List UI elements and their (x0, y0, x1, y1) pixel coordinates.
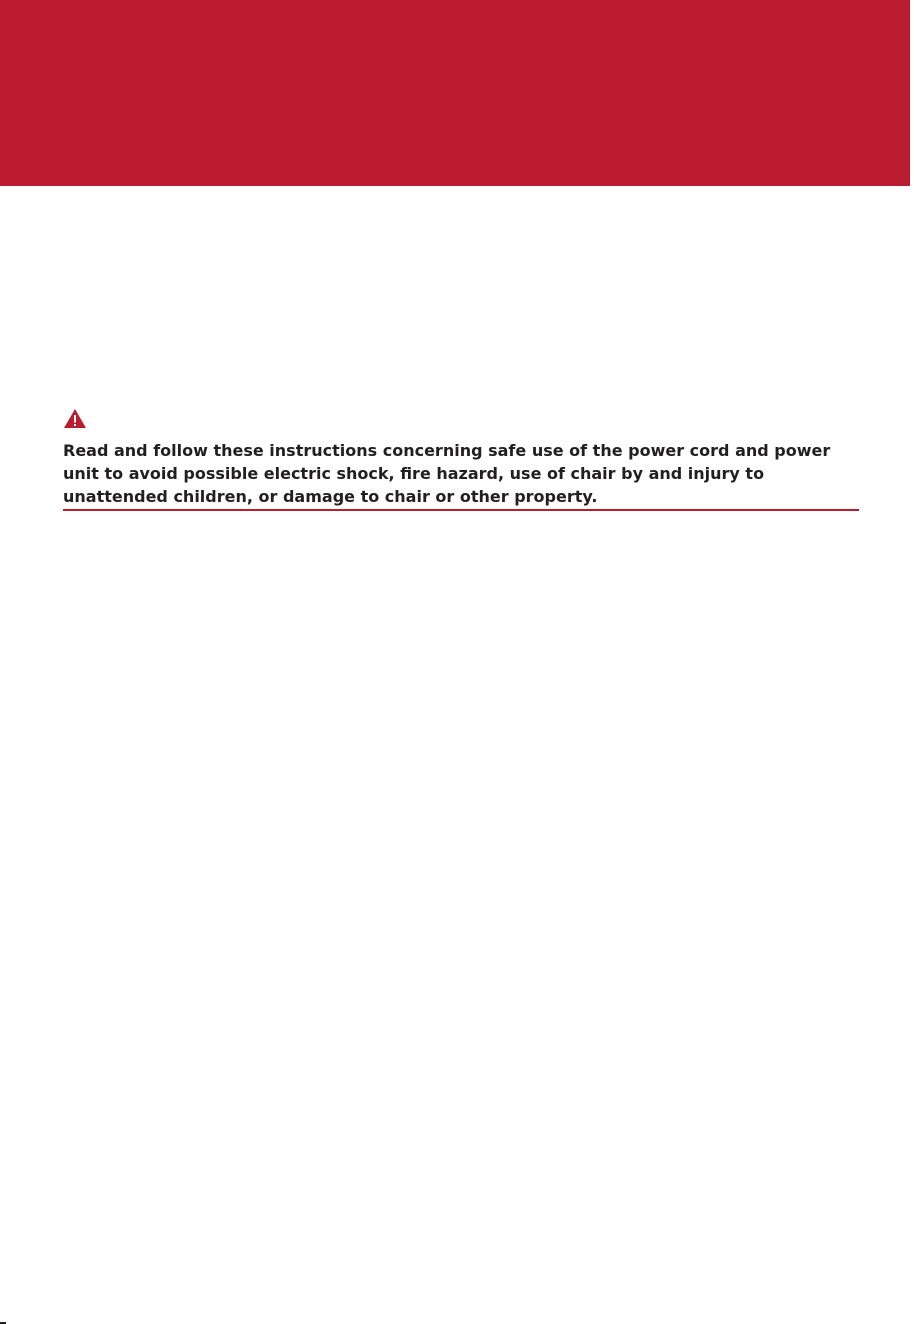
warning-divider (63, 509, 859, 511)
warning-block (63, 408, 859, 508)
header-band (0, 0, 910, 186)
warning-text: Read and follow these instructions concerning safe use of the power cord and power unit to avoid possible electric shock, fire hazard, use of chair by and injury to unattended children, or damage to chair or other property. (63, 441, 831, 506)
warning-triangle-icon (63, 408, 87, 429)
